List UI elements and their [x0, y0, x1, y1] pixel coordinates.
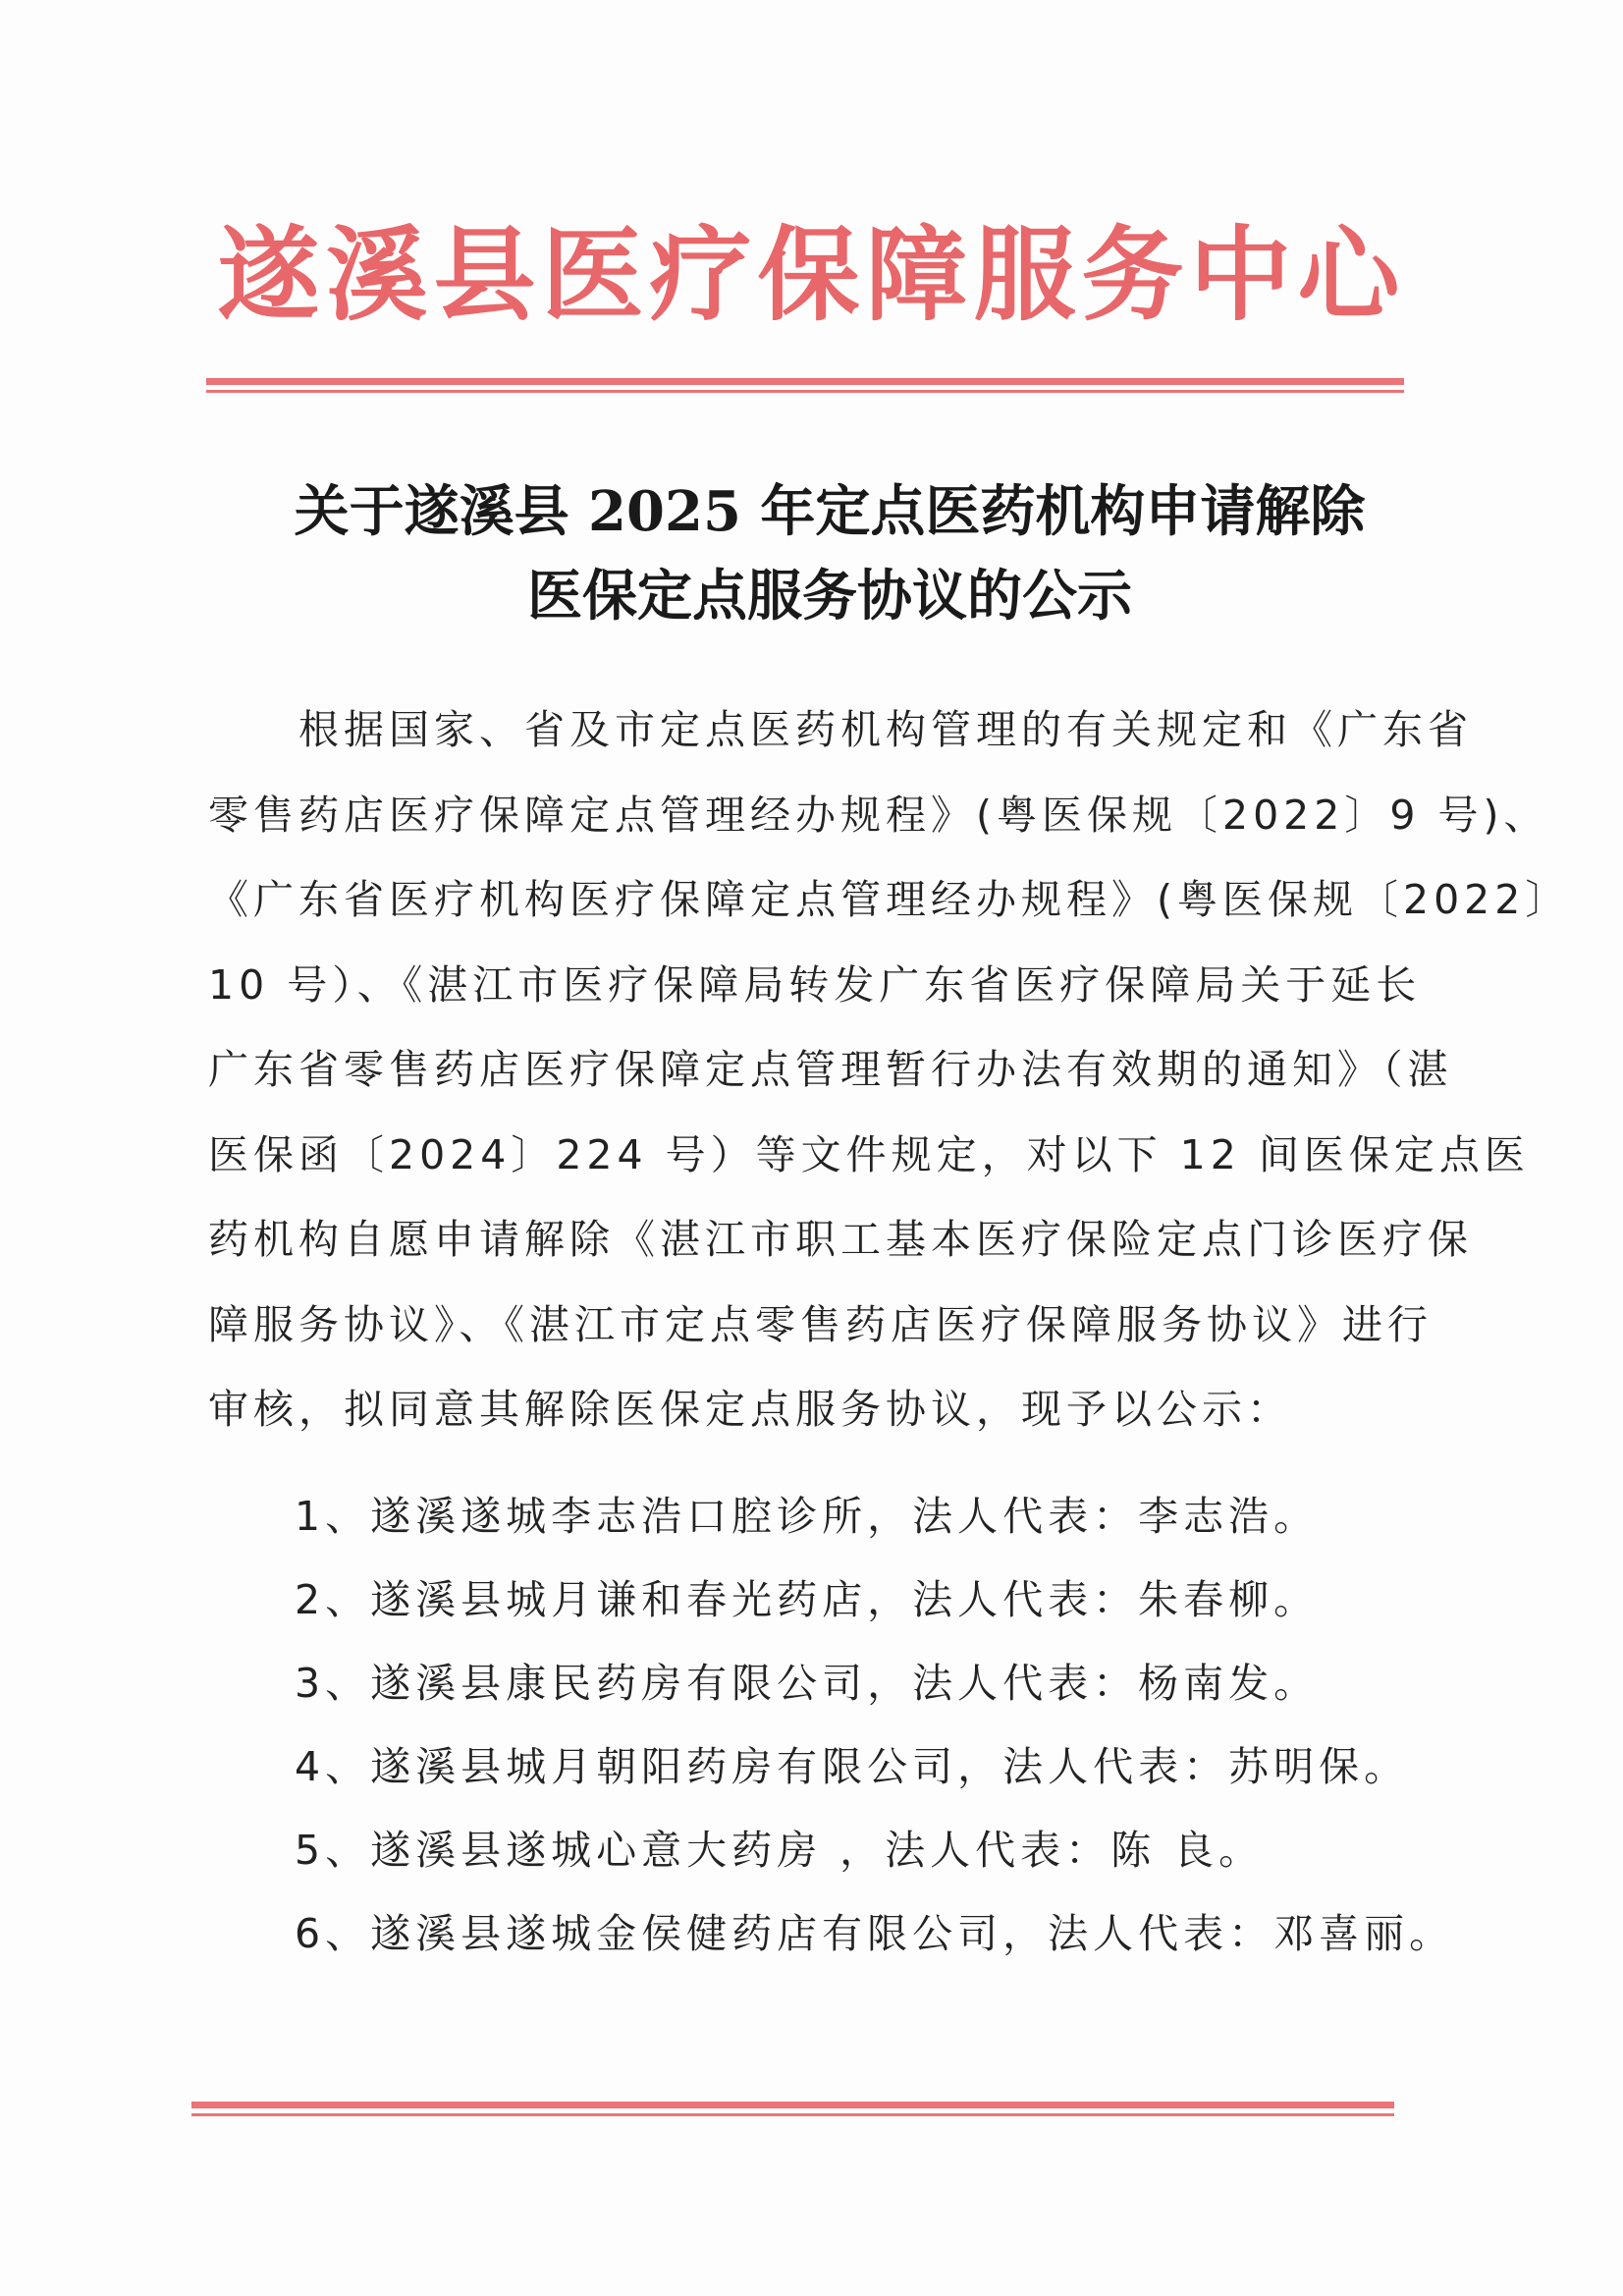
red-rule-thin: [191, 2113, 1394, 2116]
body-line: 《广东省医疗机构医疗保障定点管理经办规程》(粤医保规〔2022〕: [208, 876, 1571, 923]
document-title: [226, 469, 1434, 638]
list-item: 4、遂溪县城月朝阳药房有限公司，法人代表：苏明保。: [295, 1743, 1410, 1790]
red-rule-thick: [191, 2102, 1394, 2108]
red-rule-thin: [206, 390, 1404, 393]
body-line: 药机构自愿申请解除《湛江市职工基本医疗保险定点门诊医疗保: [208, 1216, 1473, 1263]
header-red-rule: [206, 378, 1404, 393]
body-paragraph: [208, 687, 1571, 1452]
body-line: 根据国家、省及市定点医药机构管理的有关规定和《广东省: [298, 706, 1473, 753]
list-item: 2、遂溪县城月谦和春光药店，法人代表：朱春柳。: [295, 1576, 1320, 1623]
list-item: 6、遂溪县遂城金侯健药店有限公司，法人代表：邓喜丽。: [295, 1910, 1455, 1957]
institution-list: [295, 1475, 1455, 1976]
body-line: 10 号）、《湛江市医疗保障局转发广东省医疗保障局关于延长: [208, 960, 1422, 1009]
body-line: 审核，拟同意其解除医保定点服务协议，现予以公示：: [208, 1386, 1292, 1433]
document-title-line-1: 关于遂溪县 2025 年定点医药机构申请解除: [294, 479, 1366, 544]
footer-red-rule: [191, 2102, 1394, 2116]
list-item: 1、遂溪遂城李志浩口腔诊所，法人代表：李志浩。: [295, 1493, 1320, 1540]
document-title-line-2: 医保定点服务协议的公示: [527, 564, 1132, 629]
red-rule-thick: [206, 378, 1404, 385]
body-line: 零售药店医疗保障定点管理经办规程》(粤医保规〔2022〕9 号)、: [208, 791, 1549, 839]
list-item: 3、遂溪县康民药房有限公司，法人代表：杨南发。: [295, 1660, 1320, 1707]
list-item: 5、遂溪县遂城心意大药房 ，法人代表：陈 良。: [295, 1827, 1265, 1874]
body-line: 广东省零售药店医疗保障定点管理暂行办法有效期的通知》（湛: [208, 1046, 1453, 1093]
issuing-organization-header: 遂溪县医疗保障服务中心: [217, 214, 1406, 335]
body-line: 障服务协议》、《湛江市定点零售药店医疗保障服务协议》进行: [208, 1300, 1433, 1348]
body-line: 医保函〔2024〕224 号）等文件规定，对以下 12 间医保定点医: [208, 1130, 1530, 1178]
